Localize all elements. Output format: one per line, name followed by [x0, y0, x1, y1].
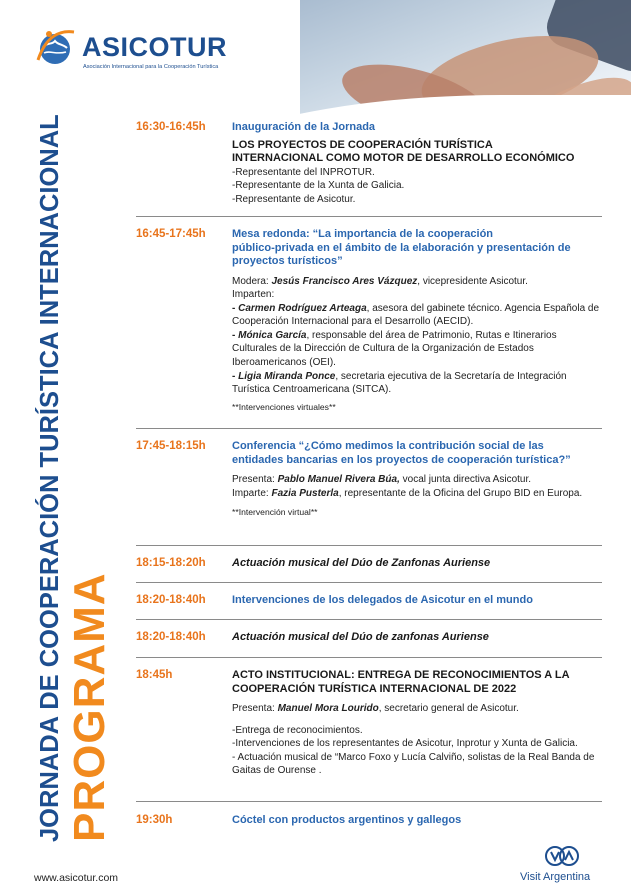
divider: [136, 216, 602, 217]
schedule-line: -Entrega de reconocimientos.: [232, 724, 363, 736]
speaker-line: - Carmen Rodríguez Arteaga, asesora del gabinete técnico. Agencia Española de Cooperación Internacional para el Desarrollo (AECID).: [232, 302, 600, 328]
speaker-name: Carmen Rodríguez Arteaga: [238, 302, 367, 314]
schedule-title: Conferencia “¿Cómo medimos la contribución social de las entidades bancarias en los proyectos de cooperación turística?”: [232, 440, 571, 466]
divider: [136, 545, 602, 546]
speaker-line: - Mónica García, responsable del área de Patrimonio, Rutas e Itinerarios Culturales de la Dirección de Cultura de la Organización de Estados Iberoamericanos (OEI).: [232, 329, 557, 369]
schedule-title: Actuación musical del Dúo de Zanfonas Auriense: [232, 557, 491, 569]
schedule-time: 18:20-18:40h: [136, 594, 206, 606]
presenta-line: Presenta: Pablo Manuel Rivera Búa, vocal junta directiva Asicotur.: [232, 474, 532, 485]
globe-logo-icon: [34, 26, 76, 68]
schedule-title: Actuación musical del Dúo de zanfonas Auriense: [232, 631, 489, 643]
speaker-name: Ligia Miranda Ponce: [238, 370, 336, 382]
schedule-time: 18:15-18:20h: [136, 557, 206, 569]
divider: [136, 619, 602, 620]
schedule-line: -Representante de Asicotur.: [232, 193, 356, 205]
schedule-time: 18:20-18:40h: [136, 631, 206, 643]
divider: [136, 801, 602, 802]
imparte-line: Imparte: Fazia Pusterla, representante de la Oficina del Grupo BID en Europa.: [232, 487, 583, 499]
presenter-name: Pablo Manuel Rivera Búa,: [277, 474, 400, 485]
speaker-name: Mónica García: [238, 329, 307, 341]
moderator-name: Jesús Francisco Ares Vázquez: [271, 275, 418, 287]
schedule-line: - Actuación musical de “Marco Foxo y Lucía Calviño, solistas de la Real Banda de Gaitas de Ourense .: [232, 751, 595, 777]
speaker-line: - Ligia Miranda Ponce, secretaria ejecutiva de la Secretaría de Integración Turística Centroamericana (SITCA).: [232, 370, 567, 396]
visit-argentina-logo: [520, 845, 605, 885]
vertical-title: [38, 114, 112, 842]
schedule-line: -Intervenciones de los representantes de Asicotur, Inprotur y Xunta de Galicia.: [232, 738, 578, 750]
presenter-name: Manuel Mora Lourido: [277, 703, 379, 714]
partner-name: Visit Argentina: [520, 871, 591, 883]
presenta-line: Presenta: Manuel Mora Lourido, secretario general de Asicotur.: [232, 703, 519, 714]
schedule-line: -Representante del INPROTUR.: [232, 166, 375, 178]
divider: [136, 582, 602, 583]
programa-title: PROGRAMA: [64, 572, 114, 842]
asicotur-logo: [34, 24, 264, 80]
brand-tagline: Asociación Internacional para la Cooperación Turística: [83, 64, 219, 70]
schedule-time: 17:45-18:15h: [136, 440, 206, 452]
divider: [136, 428, 602, 429]
schedule-title: Cóctel con productos argentinos y gallegos: [232, 814, 462, 826]
visit-argentina-icon: [544, 845, 580, 867]
schedule-time: 16:45-17:45h: [136, 228, 206, 240]
event-title: JORNADA DE COOPERACIÓN TURÍSTICA INTERNACIONAL: [36, 114, 64, 842]
schedule-title: Inauguración de la Jornada: [232, 121, 376, 133]
speaker-name: Fazia Pusterla: [271, 487, 339, 499]
virtual-note: **Intervención virtual**: [232, 507, 318, 518]
imparten-label: Imparten:: [232, 289, 275, 301]
virtual-note: **Intervenciones virtuales**: [232, 401, 336, 412]
moderator-line: Modera: Jesús Francisco Ares Vázquez, vicepresidente Asicotur.: [232, 275, 528, 287]
schedule-title: Intervenciones de los delegados de Asicotur en el mundo: [232, 594, 533, 606]
schedule-time: 16:30-16:45h: [136, 121, 206, 133]
schedule-line: -Representante de la Xunta de Galicia.: [232, 180, 405, 192]
schedule-title: ACTO INSTITUCIONAL: ENTREGA DE RECONOCIMIENTOS A LA COOPERACIÓN TURÍSTICA INTERNACIONAL DE 2022: [232, 669, 570, 695]
schedule-title: Mesa redonda: “La importancia de la cooperación público-privada en el ámbito de la elaboración y presentación de proyectos turísticos”: [232, 228, 571, 267]
schedule-time: 18:45h: [136, 669, 173, 681]
schedule-subtitle: LOS PROYECTOS DE COOPERACIÓN TURÍSTICA INTERNACIONAL COMO MOTOR DE DESARROLLO ECONÓMICO: [232, 138, 575, 164]
schedule-time: 19:30h: [136, 814, 173, 826]
website-link[interactable]: www.asicotur.com: [34, 872, 119, 884]
brand-name: ASICOTUR: [82, 32, 227, 62]
divider: [136, 657, 602, 658]
